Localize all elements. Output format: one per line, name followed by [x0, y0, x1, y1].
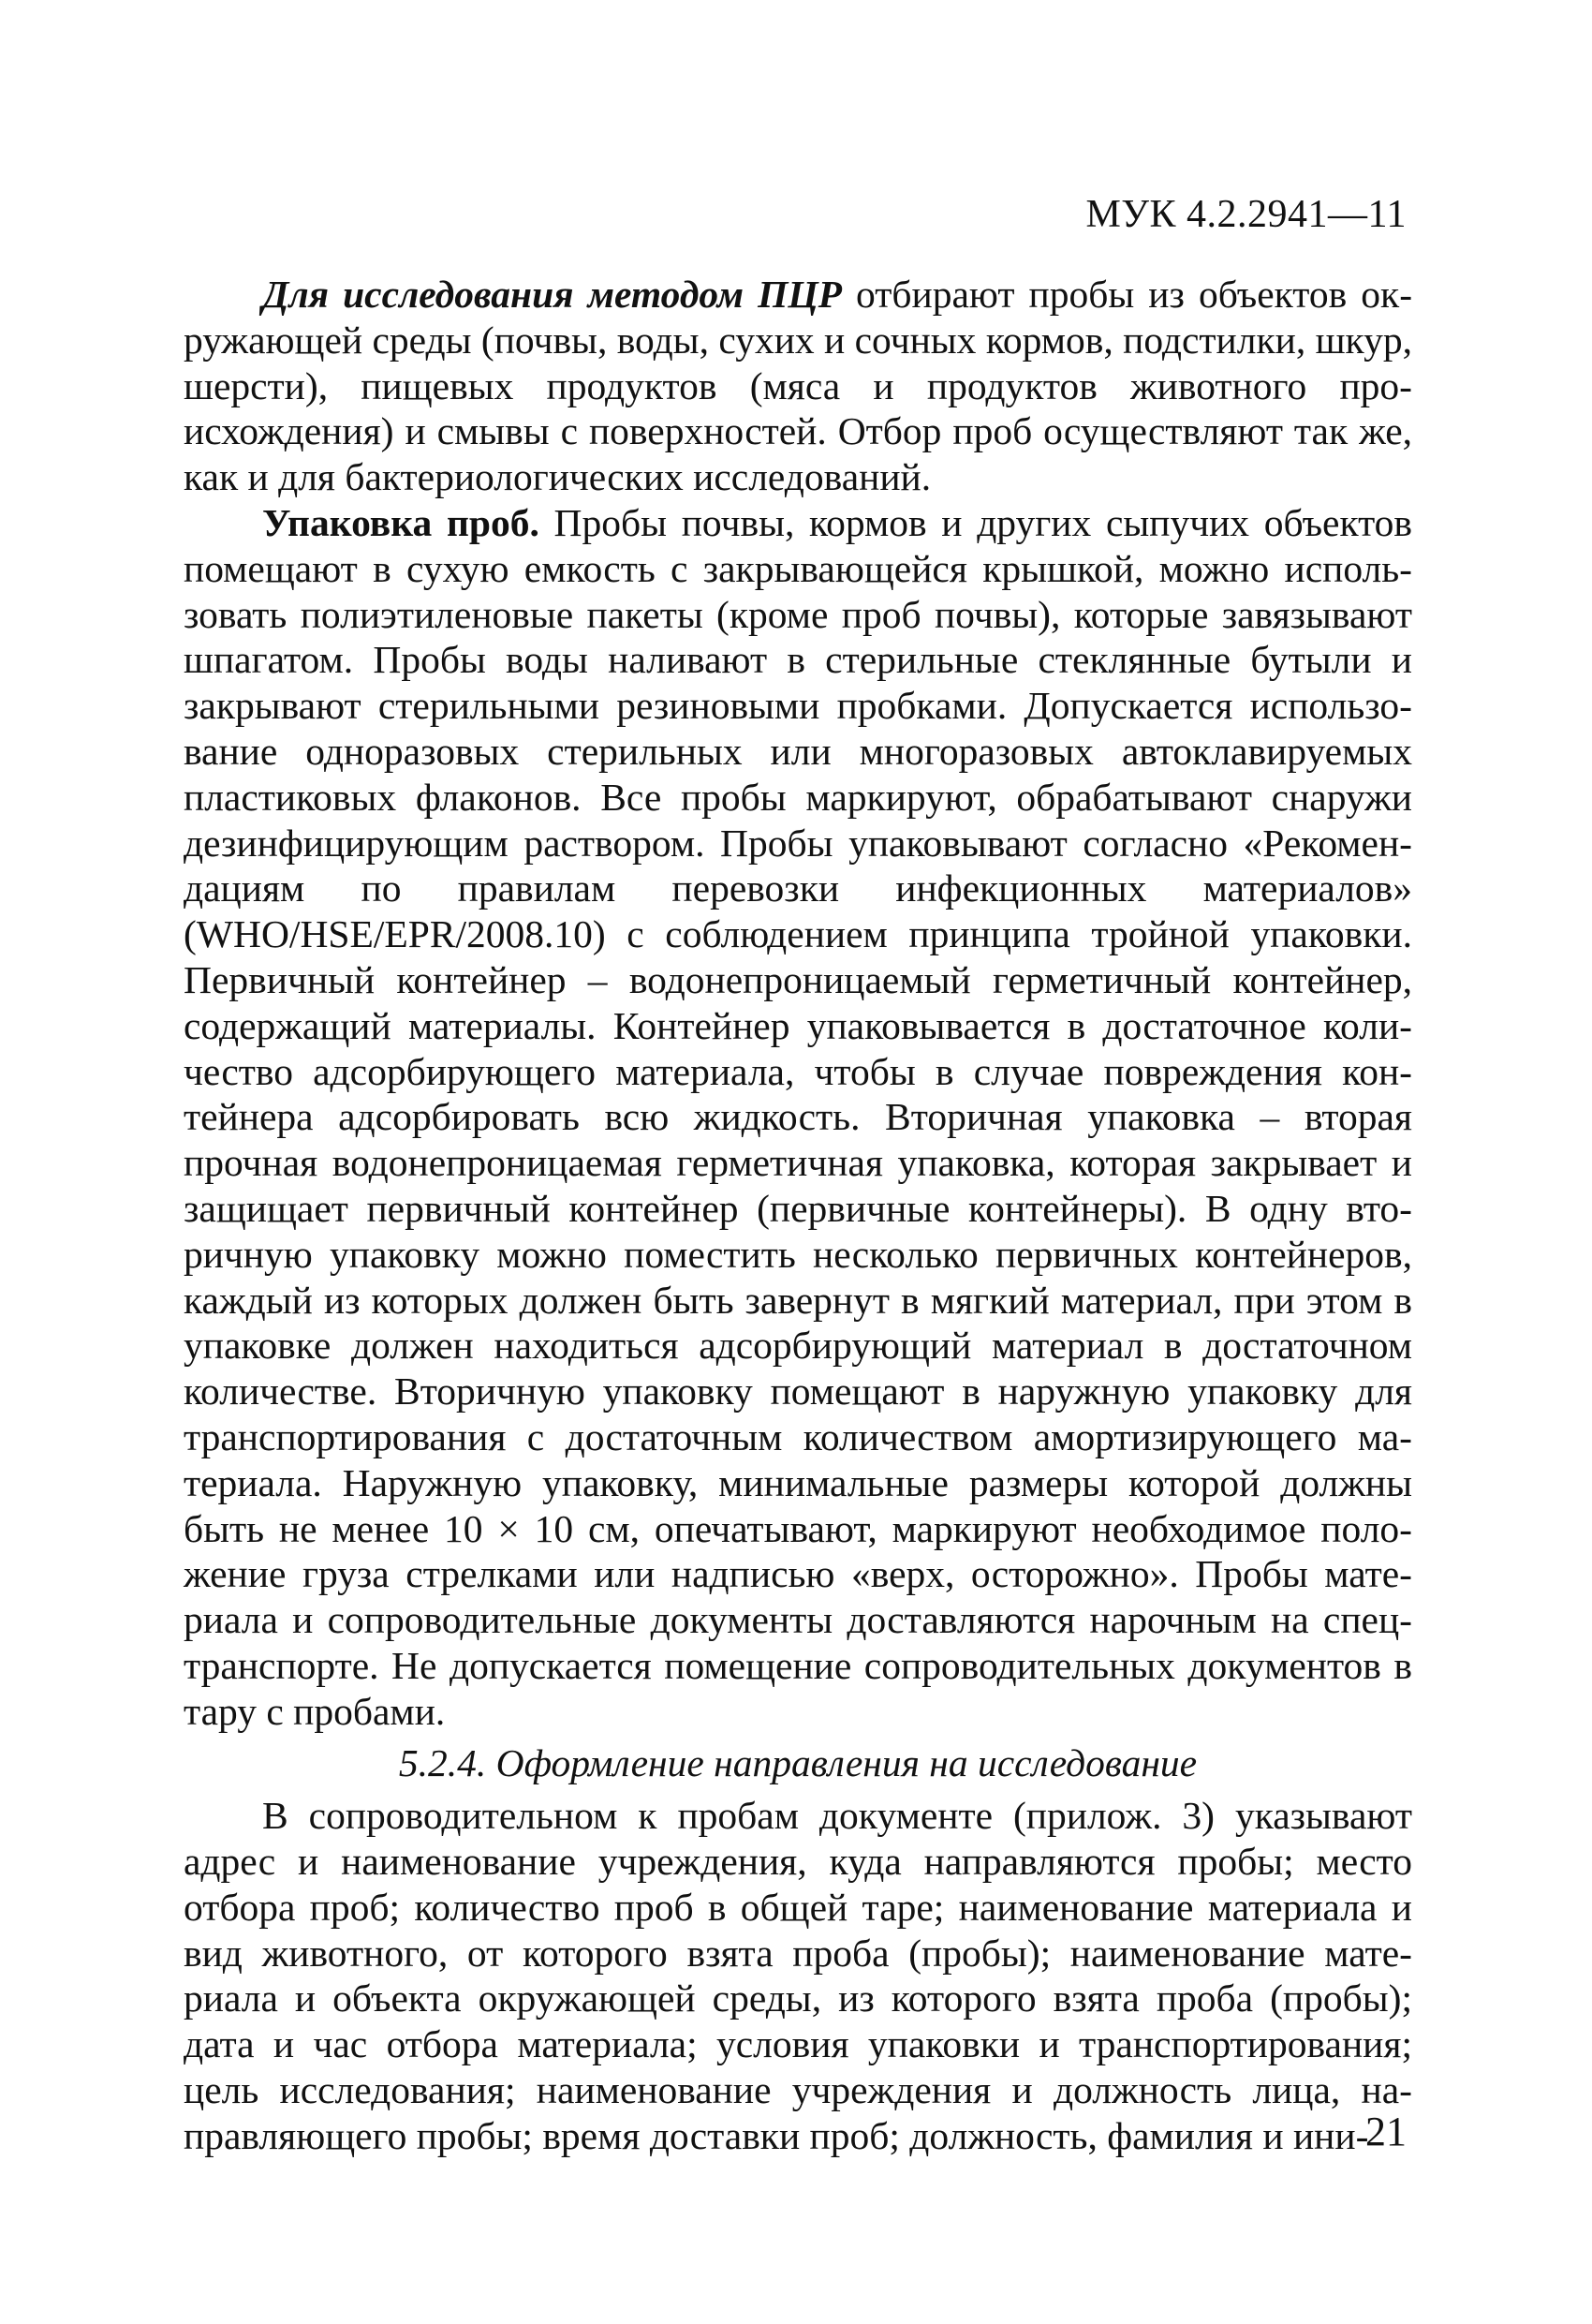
paragraph-text-pcr: отбирают пробы из объектов окружающей среды (почвы, воды, сухих и сочных кормов, подстилки, шкур, шерсти), пищевых продуктов (мяса и продуктов животного происхождения) и смывы с поверхностей. Отбор проб осуществляют так же, как и для бактериологических исследований.: [184, 273, 1413, 499]
paragraph-sample-packaging: [184, 500, 1412, 1735]
paragraph-lead-pcr: Для исследования методом ПЦР: [262, 273, 842, 316]
section-heading-5-2-4: 5.2.4. Оформление направления на исследование: [398, 1740, 1198, 1784]
document-code: МУК 4.2.2941—11: [1085, 193, 1407, 236]
paragraph-lead-packaging: Упаковка проб.: [262, 500, 539, 544]
page-body: [184, 272, 1412, 2159]
page-number: 21: [1365, 2109, 1407, 2154]
paragraph-referral-document: [184, 1793, 1412, 2158]
paragraph-text-packaging: Пробы почвы, кормов и других сыпучих объектов помещают в сухую емкость с закрывающейся крышкой, можно использовать полиэтиленовые пакеты (кроме проб почвы), которые завязывают шпагатом. Пробы воды наливают в стерильные стеклянные бутыли и закрывают стерильными резиновыми пробками. Допускается использование одноразовых стерильных или многоразовых автоклавируемых пластиковых флаконов. Все пробы маркируют, обрабатывают снаружи дезинфицирующим раствором. Пробы упаковывают согласно «Рекомендациям по правилам перевозки инфекционных материалов» (WHO/HSE/EPR/2008.10) с соблюдением принципа тройной упаковки. Первичный контейнер – водонепроницаемый герметичный контейнер, содержащий материалы. Контейнер упаковывается в достаточное количество адсорбирующего материала, чтобы в случае повреждения контейнера адсорбировать всю жидкость. Вторичная упаковка – вторая прочная водонепроницаемая герметичная упаковка, которая закрывает и защищает первичный контейнер (первичные контейнеры). В одну вторичную упаковку можно поместить несколько первичных контейнеров, каждый из которых должен быть завернут в мягкий материал, при этом в упаковке должен находиться адсорбирующий материал в достаточном количестве. Вторичную упаковку помещают в наружную упаковку для транспортирования с достаточным количеством амортизирующего материала. Наружную упаковку, минимальные размеры которой должны быть не менее 10 × 10 см, опечатывают, маркируют необходимое положение груза стрелками или надписью «верх, осторожно». Пробы материала и сопроводительные документы доставляются нарочным на спецтранспорте. Не допускается помещение сопроводительных документов в тару с пробами.: [184, 500, 1413, 1733]
paragraph-pcr-sampling: [184, 272, 1412, 500]
paragraph-text-referral: В сопроводительном к пробам документе (прилож. 3) указывают адрес и наименование учреждения, куда направляются пробы; место отбора проб; количество проб в общей таре; наименование материала и вид животного, от которого взята проба (пробы); наименование материала и объекта окружающей среды, из которого взята проба (пробы); дата и час отбора материала; условия упаковки и транспортирования; цель исследования; наименование учреждения и должность лица, направляющего пробы; время доставки проб; должность, фамилия и ини-: [184, 1794, 1412, 2157]
